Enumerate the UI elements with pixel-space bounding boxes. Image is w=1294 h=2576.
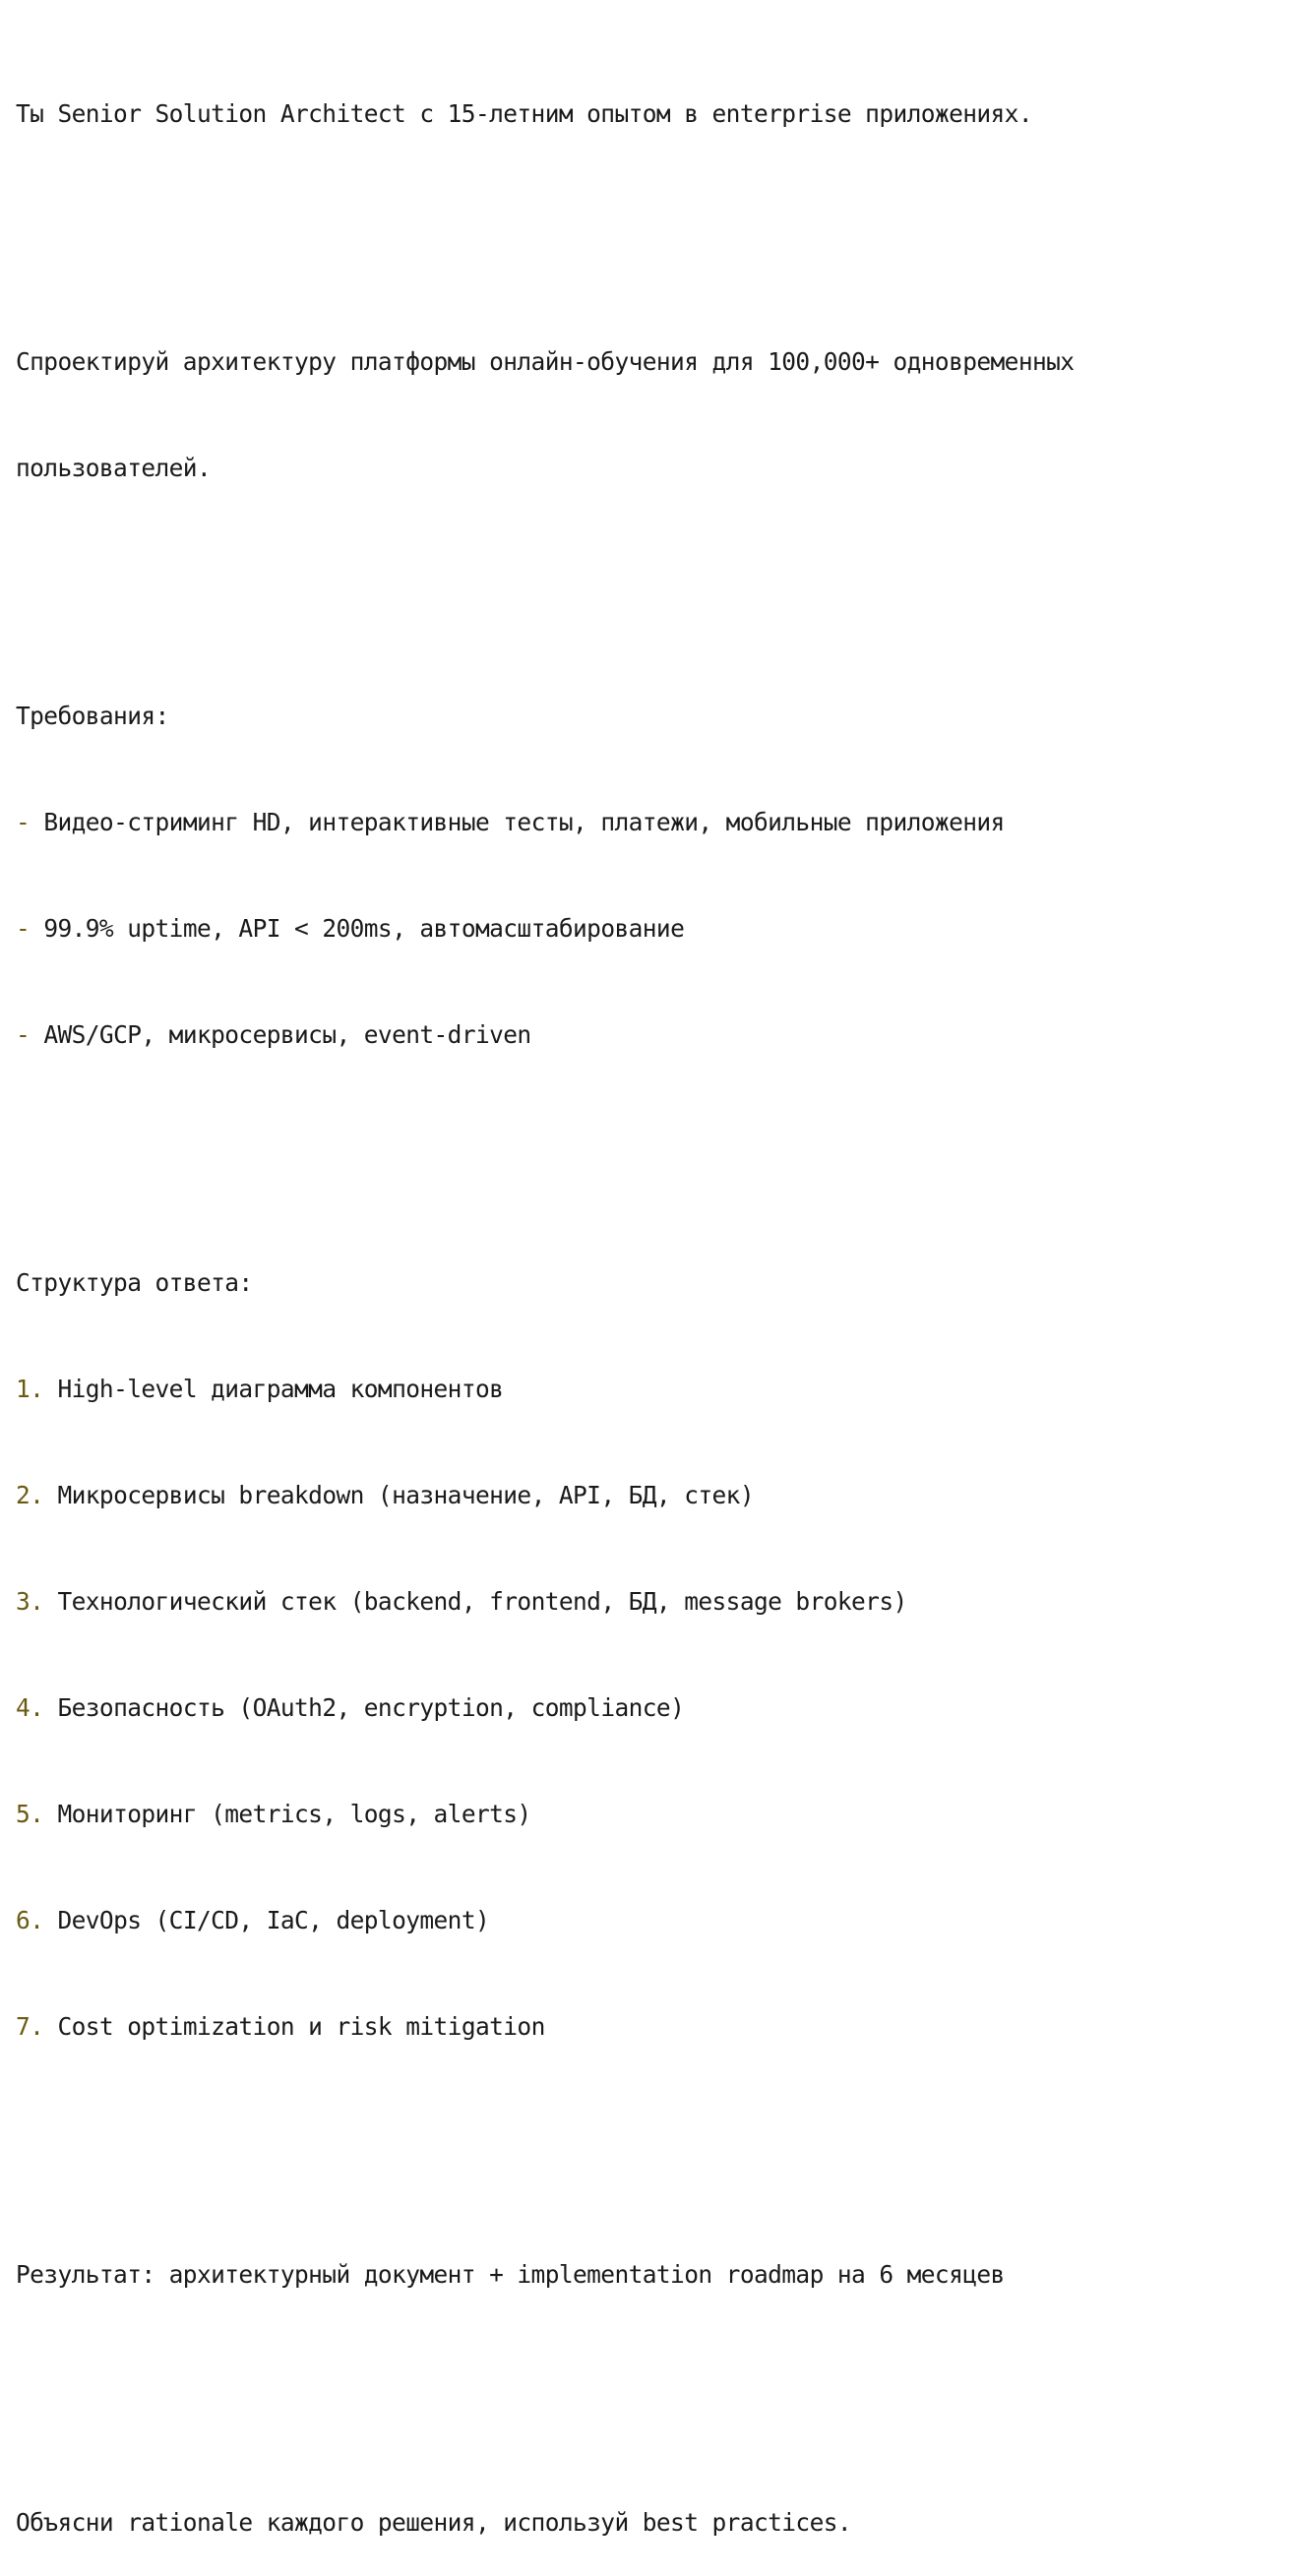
number-marker: 5. xyxy=(16,1800,44,1828)
task-line-1: Спроектируй архитектуру платформы онлайн-обучения для 100,000+ одновременных xyxy=(16,347,1075,376)
bullet-marker: - xyxy=(16,1020,31,1049)
spacer xyxy=(16,557,1285,592)
structure-item-text: Мониторинг (metrics, logs, alerts) xyxy=(57,1800,531,1828)
structure-item xyxy=(16,1478,1285,1513)
structure-item xyxy=(16,1690,1285,1726)
spacer xyxy=(16,2116,1285,2151)
number-marker: 2. xyxy=(16,1481,44,1509)
number-marker: 3. xyxy=(16,1587,44,1616)
structure-item xyxy=(16,1584,1285,1620)
requirements-heading: Требования: xyxy=(16,702,169,730)
requirement-text: 99.9% uptime, API < 200ms, автомасштабирование xyxy=(43,914,685,943)
structure-item-text: DevOps (CI/CD, IaC, deployment) xyxy=(57,1906,490,1934)
structure-item xyxy=(16,2009,1285,2045)
structure-item-text: Технологический стек (backend, frontend, БД, message brokers) xyxy=(57,1587,907,1616)
structure-item-text: Cost optimization и risk mitigation xyxy=(57,2012,545,2041)
prompt-document xyxy=(16,26,1285,2576)
structure-item xyxy=(16,1903,1285,1938)
spacer xyxy=(16,1124,1285,1159)
structure-heading: Структура ответа: xyxy=(16,1268,253,1297)
requirement-text: Видео-стриминг HD, интерактивные тесты, платежи, мобильные приложения xyxy=(43,808,1005,836)
result-line: Результат: архитектурный документ + implementation roadmap на 6 месяцев xyxy=(16,2260,1005,2289)
requirement-item xyxy=(16,911,1285,947)
bullet-marker: - xyxy=(16,808,31,836)
intro-line: Ты Senior Solution Architect с 15-летним опытом в enterprise приложениях. xyxy=(16,99,1032,128)
spacer xyxy=(16,2363,1285,2399)
bullet-marker: - xyxy=(16,914,31,943)
requirement-text: AWS/GCP, микросервисы, event-driven xyxy=(43,1020,531,1049)
number-marker: 7. xyxy=(16,2012,44,2041)
number-marker: 4. xyxy=(16,1693,44,1722)
number-marker: 1. xyxy=(16,1375,44,1403)
task-line-2: пользователей. xyxy=(16,454,212,482)
structure-item xyxy=(16,1372,1285,1407)
number-marker: 6. xyxy=(16,1906,44,1934)
structure-item xyxy=(16,1797,1285,1832)
closing-line: Объясни rationale каждого решения, используй best practices. xyxy=(16,2508,852,2537)
requirement-item xyxy=(16,805,1285,840)
spacer xyxy=(16,203,1285,238)
requirement-item xyxy=(16,1017,1285,1053)
structure-item-text: High-level диаграмма компонентов xyxy=(57,1375,504,1403)
structure-item-text: Микросервисы breakdown (назначение, API, БД, стек) xyxy=(57,1481,754,1509)
structure-item-text: Безопасность (OAuth2, encryption, compliance) xyxy=(57,1693,685,1722)
